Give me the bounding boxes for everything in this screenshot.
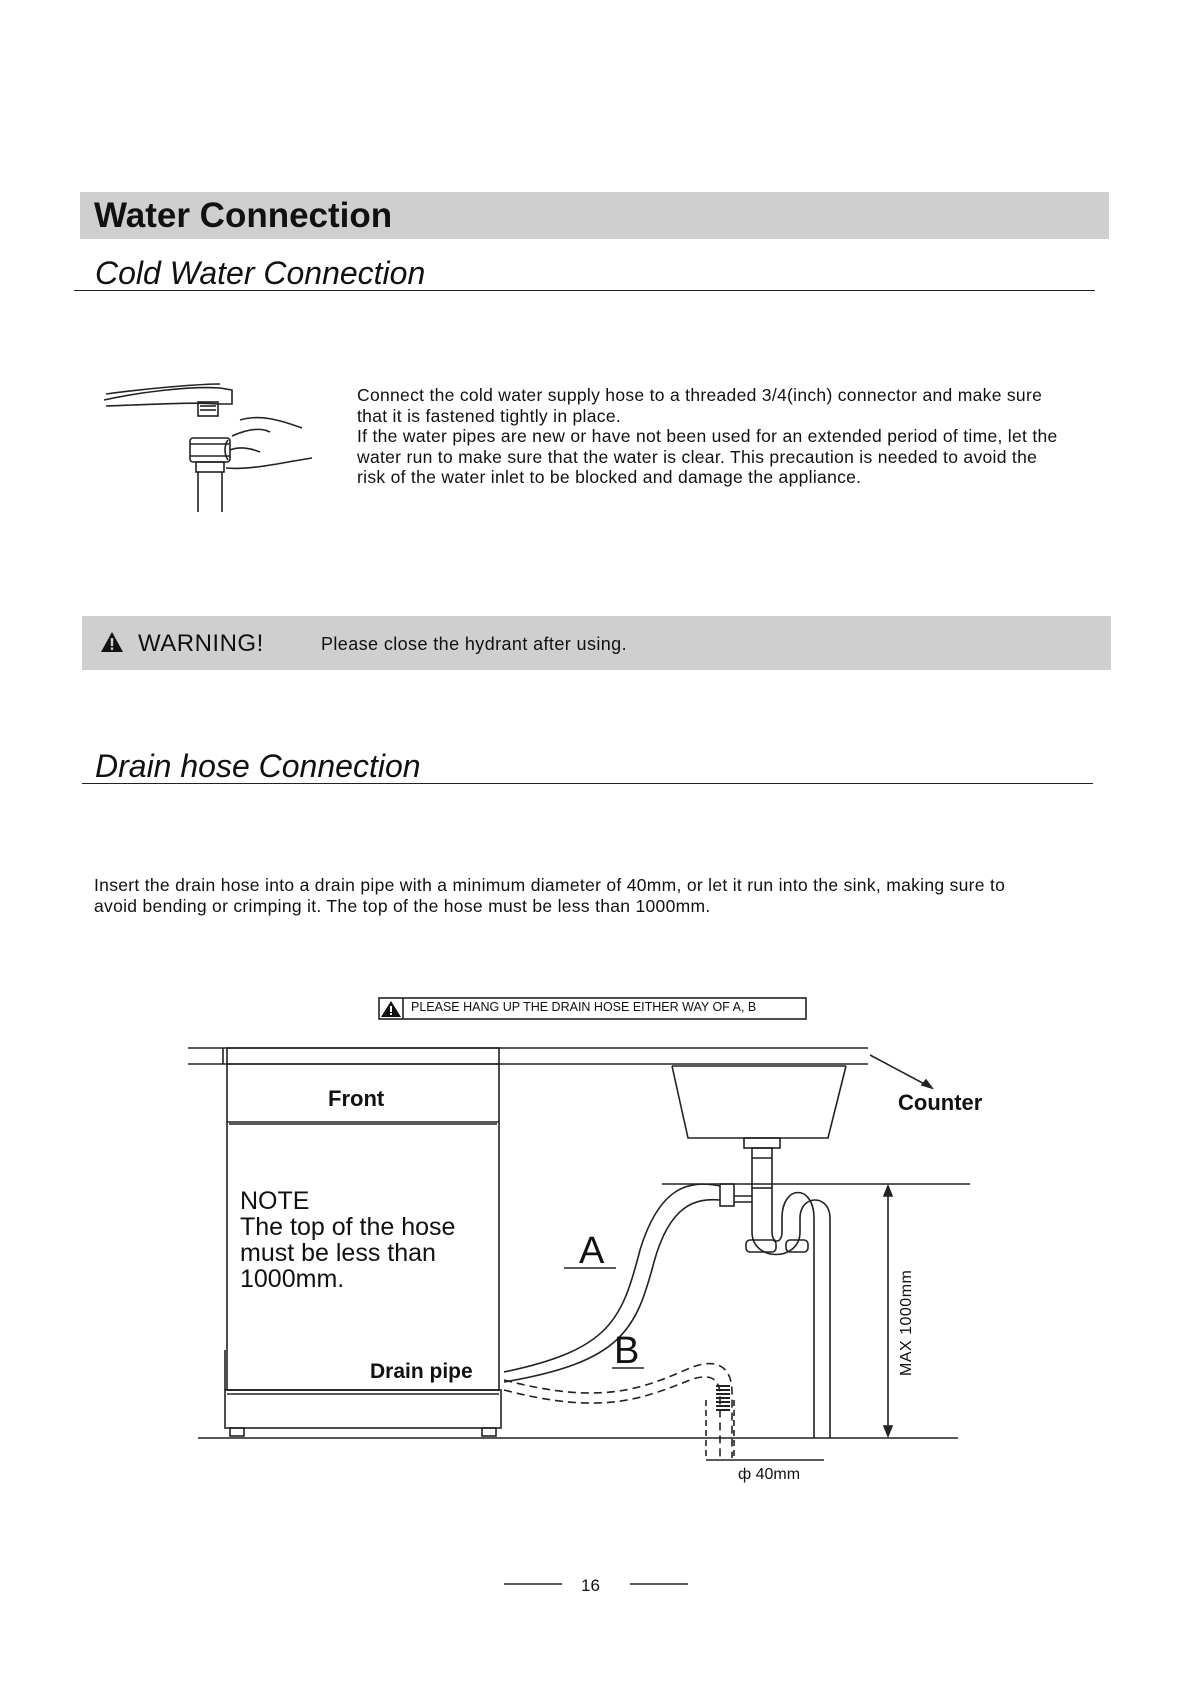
- drain-line: avoid bending or crimping it. The top of the hose must be less than 1000mm.: [94, 895, 711, 916]
- drain-subtitle: Drain hose Connection: [95, 748, 421, 784]
- cold-water-line: Connect the cold water supply hose to a threaded 3/4(inch) connector and make sure: [357, 385, 1043, 405]
- diagram-banner-text: PLEASE HANG UP THE DRAIN HOSE EITHER WAY OF A, B: [411, 1000, 757, 1014]
- cold-water-line: water run to make sure that the water is clear. This precaution is needed to avoid the: [357, 446, 1038, 467]
- note-line: must be less than: [240, 1239, 436, 1267]
- note-block: [240, 1188, 455, 1292]
- cold-water-rule: [74, 290, 1095, 291]
- max-height-label: MAX 1000mm: [898, 1269, 915, 1376]
- cold-water-line: risk of the water inlet to be blocked and damage the appliance.: [357, 467, 862, 487]
- counter-label: Counter: [898, 1090, 983, 1115]
- note-line: The top of the hose: [240, 1213, 456, 1241]
- faucet-hose-icon: [100, 380, 320, 515]
- drain-line: Insert the drain hose into a drain pipe with a minimum diameter of 40mm, or let it run into the sink, making sure to: [94, 875, 1006, 895]
- note-line: NOTE: [240, 1187, 310, 1215]
- warning-label: WARNING!: [138, 630, 264, 657]
- section-title: Water Connection: [94, 196, 393, 235]
- cold-water-paragraph: [357, 385, 1117, 488]
- warning-text: Please close the hydrant after using.: [321, 634, 627, 654]
- drain-pipe-label: Drain pipe: [370, 1360, 473, 1383]
- page-number: 16: [581, 1576, 600, 1595]
- cold-water-subtitle: Cold Water Connection: [95, 255, 426, 291]
- warning-triangle-icon: [100, 631, 124, 653]
- label-b: B: [614, 1330, 640, 1372]
- section-header-bar: [80, 192, 1109, 239]
- label-a: A: [579, 1230, 605, 1272]
- drain-paragraph: [94, 875, 1134, 916]
- note-line: 1000mm.: [240, 1265, 345, 1293]
- diameter-label: ф 40mm: [738, 1466, 801, 1483]
- drain-rule: [82, 783, 1093, 784]
- front-label: Front: [328, 1086, 385, 1111]
- cold-water-line: If the water pipes are new or have not been used for an extended period of time, let the: [357, 426, 1058, 446]
- cold-water-line: that it is fastened tightly in place.: [357, 405, 622, 426]
- warning-bar: [82, 616, 1111, 670]
